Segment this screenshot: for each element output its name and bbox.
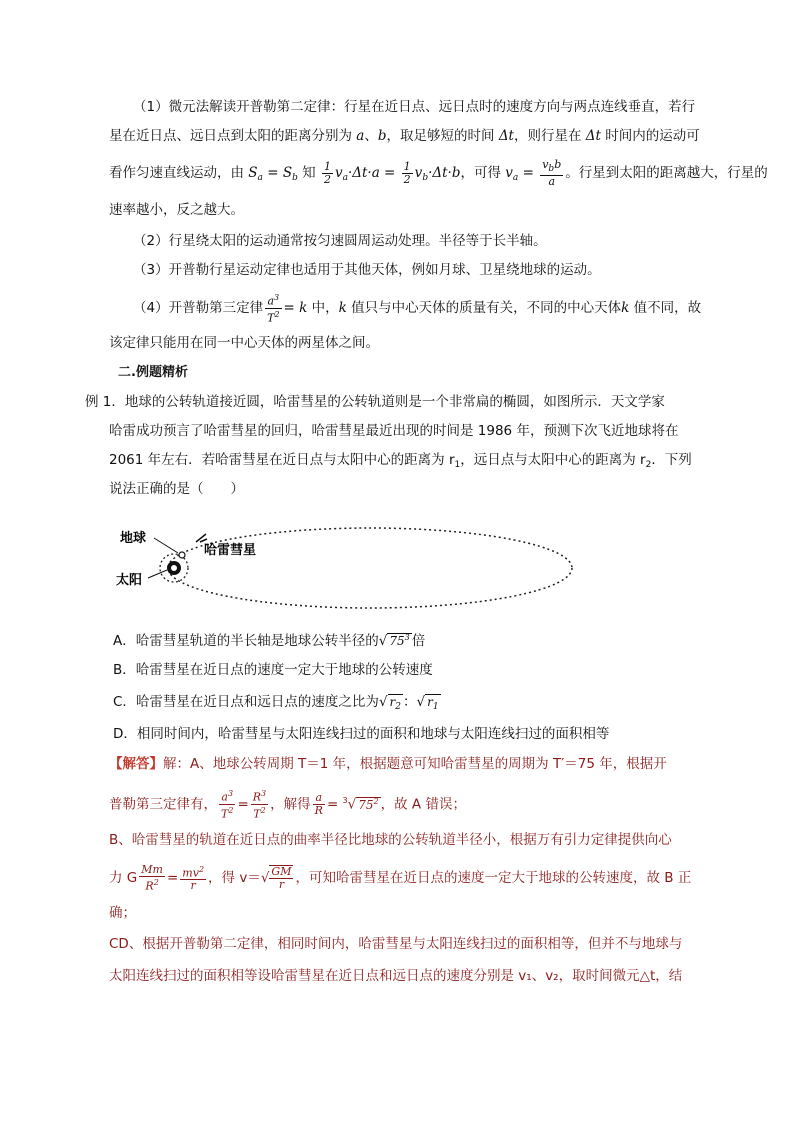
- question-line-2: 哈雷成功预言了哈雷彗星的回归，哈雷彗星最近出现的时间是 1986 年，预测下次飞近地球将在: [109, 423, 679, 439]
- note-1-line-1: （1）微元法解读开普勒第二定律：行星在近日点、远日点时的速度方向与两点连线垂直，若行: [133, 99, 696, 115]
- earth-leader-line: [154, 538, 178, 553]
- earth-icon: [179, 552, 185, 558]
- option-c: C．哈雷彗星在近日点和远日点的速度之比为√ $r_2$ ：√ $r_1$: [113, 694, 439, 712]
- comet-label: 哈雷彗星: [204, 543, 257, 558]
- sun-label: 太阳: [116, 573, 143, 588]
- comet-icon: [196, 534, 207, 542]
- answer-line-3: B、哈雷彗星的轨道在近日点的曲率半径比地球的公转轨道半径小，根据万有引力定律提供向心: [109, 832, 672, 848]
- option-a: A．哈雷彗星轨道的半长轴是地球公转半径的√ $75^3$ 倍: [113, 633, 426, 649]
- question-line-3: 2061 年左右．若哈雷彗星在近日点与太阳中心的距离为 $r_1$，远日点与太阳中心的距离为 $r_2$．下列: [109, 452, 692, 470]
- note-1-line-4: 速率越小，反之越大。: [109, 202, 244, 218]
- answer-line-4: 力 G $\frac{Mm}{R^2}$ = $\frac{mv^2}{r}$ ，得 v＝√ $\frac{GM}{r}$ ，可知哈雷彗星在近日点的速度一定大于地球的公转速度，故 B 正: [109, 862, 692, 893]
- section-title: 二.例题精析: [118, 365, 188, 380]
- note-4-line-2: 该定律只能用在同一中心天体的两星体之间。: [109, 335, 379, 351]
- note-1-line-3: 看作匀速直线运动，由 $S_a = S_b$ 知 $\frac{1}{2}$ $v_a\cdot\Delta t\cdot a$ = $\frac{1}{2}$ $v_b\cdot\Delta t\cdot b$，可得 $v_a$ = $\frac{v_bb}{a}$ 。行星到太阳的距离越大，行星的: [109, 157, 768, 188]
- answer-line-5: 确；: [109, 905, 136, 921]
- earth-label: 地球: [120, 531, 147, 546]
- answer-line-1: 【解答】解：A、地球公转周期 T＝1 年，根据题意可知哈雷彗星的周期为 T′＝75 年，根据开: [109, 756, 667, 772]
- comet-orbit: [168, 528, 572, 608]
- answer-line-2: 普勒第三定律有， $\frac{a^3}{T^2}$ = $\frac{R^3}{T^2}$ ，解得 $\frac{a}{R}$ = $^3$√ $75^2$ ，故 A 错误；: [109, 789, 466, 821]
- option-d: D．相同时间内，哈雷彗星与太阳连线扫过的面积和地球与太阳连线扫过的面积相等: [113, 726, 610, 742]
- note-4-line-1: （4）开普勒第三定律 $\frac{a^3}{T^2}$ = k 中，k 值只与中心天体的质量有关，不同的中心天体k 值不同，故: [133, 293, 702, 325]
- note-1-line-2: 星在近日点、远日点到太阳的距离分别为 a、b，取足够短的时间 Δt，则行星在 Δt 时间内的运动可: [109, 128, 700, 144]
- note-2: （2）行星绕太阳的运动通常按匀速圆周运动处理。半径等于长半轴。: [133, 233, 547, 249]
- note-3: （3）开普勒行星运动定律也适用于其他天体，例如月球、卫星绕地球的运动。: [133, 262, 601, 278]
- answer-line-6: CD、根据开普勒第二定律，相同时间内，哈雷彗星与太阳连线扫过的面积相等，但并不与地球与: [109, 936, 683, 952]
- answer-line-7: 太阳连线扫过的面积相等设哈雷彗星在近日点和远日点的速度分别是 v₁、v₂，取时间微元△t，结: [109, 968, 683, 984]
- option-b: B．哈雷彗星在近日点的速度一定大于地球的公转速度: [113, 662, 433, 678]
- sun-core: [171, 565, 177, 571]
- orbit-figure: [110, 520, 580, 620]
- question-line-1: 例 1．地球的公转轨道接近圆，哈雷彗星的公转轨道则是一个非常扁的椭圆，如图所示．天文学家: [85, 394, 665, 410]
- sun-leader-line: [148, 570, 167, 578]
- question-line-4: 说法正确的是（ ）: [109, 481, 244, 497]
